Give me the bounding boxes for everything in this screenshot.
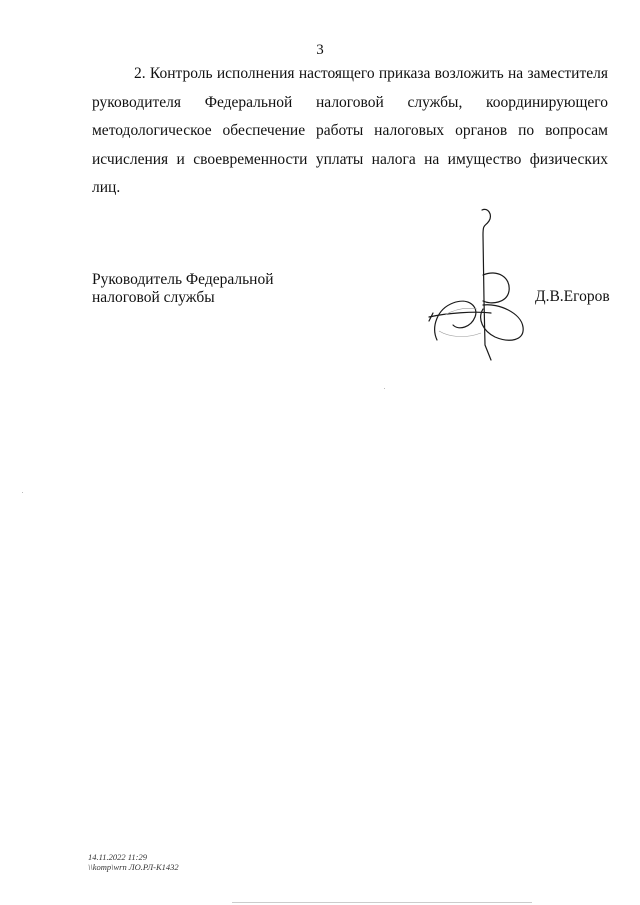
order-paragraph: [92, 60, 608, 203]
signer-title: [92, 271, 274, 307]
footer-stamp: [88, 852, 179, 872]
signer-title-line: Руководитель Федеральной: [92, 271, 274, 288]
scan-artifact-dot: [22, 492, 23, 493]
paragraph-line: исчисления и своевременности уплаты налога на имущество физических лиц.: [92, 150, 608, 196]
handwritten-signature: [425, 205, 535, 365]
footer-line: 14.11.2022 11:29: [88, 852, 147, 862]
scan-artifact-line: [232, 902, 532, 903]
page-number: 3: [316, 42, 324, 58]
paragraph-line: руководителя Федеральной налоговой службы, координирующего: [92, 93, 608, 111]
scan-artifact-dot: [384, 388, 385, 389]
paragraph-line: методологическое обеспечение работы налоговых органов по вопросам: [92, 122, 608, 139]
signer-name: Д.В.Егоров: [535, 288, 610, 305]
footer-line: \\komp\wrn ЛО.РЛ-К1432: [88, 862, 179, 872]
signer-title-line: налоговой службы: [92, 289, 215, 306]
paragraph-line: 2. Контроль исполнения настоящего приказа возложить на заместителя: [134, 65, 608, 82]
